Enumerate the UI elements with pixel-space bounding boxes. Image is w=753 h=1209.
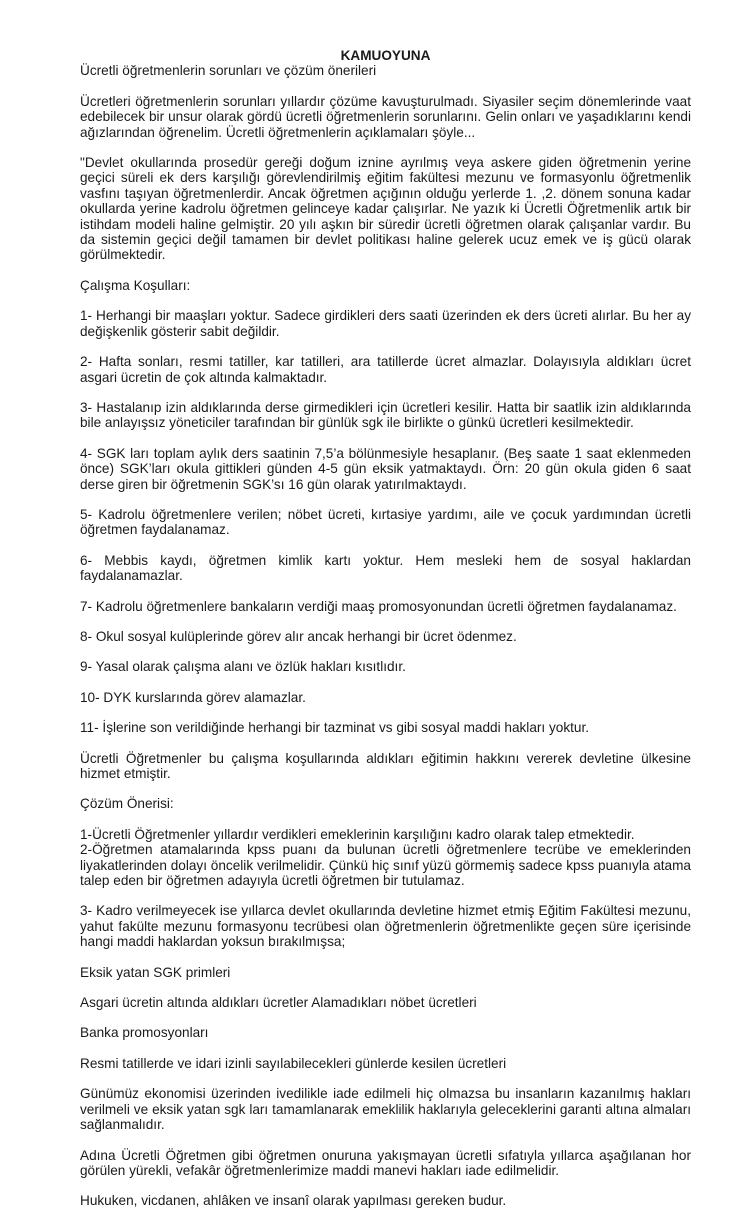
quote-paragraph: "Devlet okullarında prosedür gereği doğum iznine ayrılmış veya askere giden öğretmenin yerine geçici süreli ek ders karşılığı görevlendirilmiş eğitim fakültesi mezunu ve formasyonlu öğretmenlik vasfını taşıyan öğretmenlerdir. Ancak öğretmen açığının olduğu yerlerde 1. ,2. dönem sonuna kadar okullarda yerine kadrolu öğretmen gelinceye kadar çalışırlar. Ne yazık ki Ücretli Öğretmenlik artık bir istihdam modeli haline gelmiştir. 20 yılı aşkın bir süredir ücretli öğretmen olarak çalışanlar vardır. Bu da sistemin geçici değil tamamen bir devlet politikası haline gelerek ucuz emek ve iş gücü olarak görülmektedir. — [80, 155, 691, 263]
condition-item: 10- DYK kurslarında görev alamazlar. — [80, 689, 306, 705]
condition-item: 8- Okul sosyal kulüplerinde görev alır ancak herhangi bir ücret ödenmez. — [80, 628, 517, 644]
rights-list-item: Banka promosyonları — [80, 1025, 209, 1041]
condition-item: 5- Kadrolu öğretmenlere verilen; nöbet ücreti, kırtasiye yardımı, aile ve çocuk yardımından ücretli öğretmen faydalanamaz. — [80, 506, 691, 538]
condition-item: 4- SGK ları toplam aylık ders saatinin 7,5’a bölünmesiyle hesaplanır. (Beş saate 1 saat eklenmeden önce) SGK’ları okula gittikleri günden 4-5 gün eksik yatmaktaydı. Örn: 20 gün okula giden 6 saat derse giren bir öğretmenin SGK’sı 16 gün olarak yatırılmaktaydı. — [80, 445, 691, 492]
section-heading-solution: Çözüm Önerisi: — [80, 796, 174, 812]
rights-list-item: Resmi tatillerde ve idari izinli sayılabilecekleri günlerde kesilen ücretleri — [80, 1055, 507, 1071]
condition-item: 2- Hafta sonları, resmi tatiller, kar tatilleri, ara tatillerde ücret almazlar. Dolayısıyla aldıkları ücret asgari ücretin de çok altında kalmaktadır. — [80, 354, 691, 385]
final-statement: Hukuken, vicdanen, ahlâken ve insanî olarak yapılması gereken budur. — [80, 1193, 507, 1209]
closing-paragraph: Günümüz ekonomisi üzerinden ivedilikle iade edilmeli hiç olmazsa bu insanların kazanılmış hakları verilmeli ve eksik yatan sgk ları tamamlanarak emeklilik haklarıyla geleceklerini garanti altına almaları sağlanmalıdır. — [80, 1086, 691, 1133]
intro-paragraph: Ücretleri öğretmenlerin sorunları yıllardır çözüme kavuşturulmadı. Siyasiler seçim dönemlerinde vaat edebilecek bir unsur olarak gördü ücretli öğretmenlerin sorunlarını. Gelin onları ve yaşadıklarını kendi ağızlarından öğrenelim. Ücretli öğretmenlerin açıklamaları şöyle... — [80, 93, 691, 140]
solution-item: 1-Ücretli Öğretmenler yıllardır verdikleri emeklerinin karşılığını kadro olarak talep etmektedir. — [80, 826, 635, 842]
condition-item: 3- Hastalanıp izin aldıklarında derse girmedikleri için ücretleri kesilir. Hatta bir saatlik izin aldıklarında bile anlayışsız yöneticiler tarafından bir günlük sgk ile birlikte o günkü ücretleri kesilmektedir. — [80, 399, 691, 431]
document-title: KAMUOYUNA — [340, 48, 431, 63]
document-subtitle: Ücretli öğretmenlerin sorunları ve çözüm önerileri — [80, 63, 377, 79]
rights-list-item: Asgari ücretin altında aldıkları ücretler Alamadıkları nöbet ücretleri — [80, 995, 477, 1011]
closing-paragraph: Adına Ücretli Öğretmen gibi öğretmen onuruna yakışmayan ücretli sıfatıyla yıllarca aşağılanan hor görülen yürekli, vefakâr öğretmenlerimize maddi manevi hakları iade edilmelidir. — [80, 1147, 691, 1178]
solution-item: 3- Kadro verilmeyecek ise yıllarca devlet okullarında devletine hizmet etmiş Eğitim Fakültesi mezunu, yahut fakülte mezunu formasyonu tecrübesi olan öğretmenlerin öğretmenlikte geçen süre içerisinde hangi maddi haklardan yoksun bırakılmışsa; — [80, 903, 691, 950]
condition-item: 9- Yasal olarak çalışma alanı ve özlük hakları kısıtlıdır. — [80, 659, 406, 675]
section-heading-working-conditions: Çalışma Koşulları: — [80, 277, 191, 293]
solution-item: 2-Öğretmen atamalarında kpss puanı da bulunan ücretli öğretmenlere tecrübe ve emeklerinden liyakatlerinden dolayı öncelik verilmelidir. Çünkü hiç sınıf yüzü görmemiş sadece kpss puanıyla atama talep eden bir öğretmen adayıyla ücretli öğretmen bir tutulamaz. — [80, 842, 691, 889]
summary-paragraph: Ücretli Öğretmenler bu çalışma koşullarında aldıkları eğitimin hakkını vererek devletine ülkesine hizmet etmiştir. — [80, 750, 691, 781]
condition-item: 7- Kadrolu öğretmenlere bankaların verdiği maaş promosyonundan ücretli öğretmen faydalanamaz. — [80, 598, 677, 614]
condition-item: 6- Mebbis kaydı, öğretmen kimlik kartı yoktur. Hem mesleki hem de sosyal haklardan faydalanamazlar. — [80, 552, 691, 584]
rights-list-item: Eksik yatan SGK primleri — [80, 964, 231, 980]
condition-item: 1- Herhangi bir maaşları yoktur. Sadece girdikleri ders saati üzerinden ek ders ücreti alırlar. Bu her ay değişkenlik gösterir sabit değildir. — [80, 308, 691, 339]
condition-item: 11- İşlerine son verildiğinde herhangi bir tazminat vs gibi sosyal maddi hakları yoktur. — [80, 720, 590, 736]
